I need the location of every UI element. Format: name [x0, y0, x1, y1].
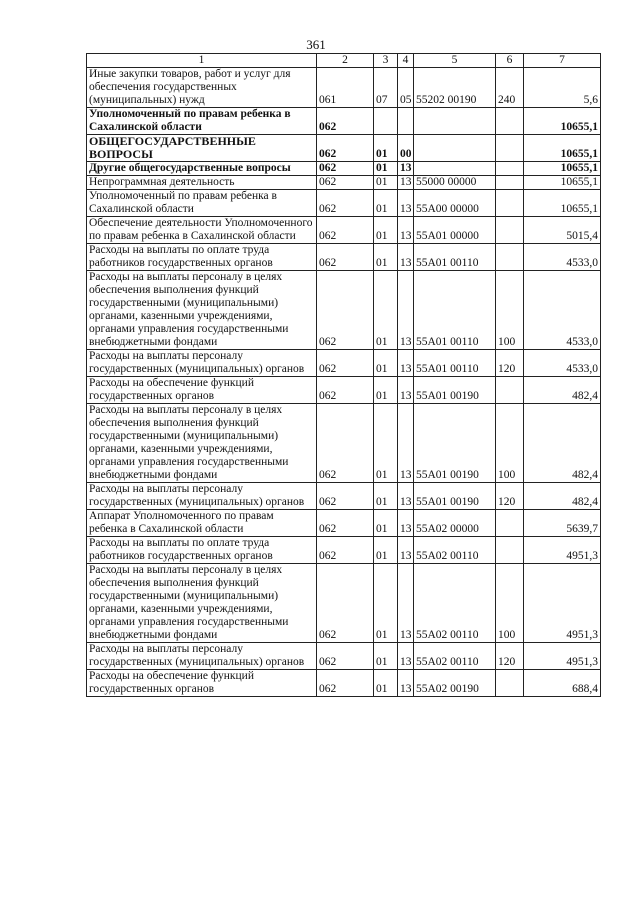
- amount-cell: 4533,0: [524, 271, 601, 350]
- admin-code-cell: 062: [317, 564, 374, 643]
- expense-name-cell: Уполномоченный по правам ребенка в Сахалинской области: [87, 190, 317, 217]
- article-code-cell: 55А01 00110: [414, 244, 496, 271]
- section-code-cell: 01: [374, 643, 398, 670]
- admin-code-cell: 062: [317, 190, 374, 217]
- article-code-cell: [414, 162, 496, 176]
- expense-type-cell: 240: [496, 68, 524, 108]
- table-row: [87, 643, 601, 670]
- table-row: [87, 135, 601, 162]
- admin-code-cell: 061: [317, 68, 374, 108]
- section-code-cell: 01: [374, 176, 398, 190]
- expense-name-cell: Расходы на выплаты персоналу государственных (муниципальных) органов: [87, 483, 317, 510]
- expense-type-cell: 100: [496, 271, 524, 350]
- section-code-cell: 01: [374, 350, 398, 377]
- section-code-cell: 01: [374, 510, 398, 537]
- amount-cell: 4951,3: [524, 537, 601, 564]
- subsection-code-cell: 13: [398, 350, 414, 377]
- section-code-cell: 01: [374, 537, 398, 564]
- article-code-cell: [414, 135, 496, 162]
- expense-type-cell: 120: [496, 643, 524, 670]
- subsection-code-cell: 05: [398, 68, 414, 108]
- article-code-cell: 55А01 00110: [414, 271, 496, 350]
- table-row: [87, 377, 601, 404]
- admin-code-cell: 062: [317, 510, 374, 537]
- amount-cell: 482,4: [524, 377, 601, 404]
- subsection-code-cell: 13: [398, 404, 414, 483]
- expense-name-cell: Аппарат Уполномоченного по правам ребенка в Сахалинской области: [87, 510, 317, 537]
- expense-name-cell: Расходы на выплаты персоналу в целях обеспечения выполнения функций государственными (муниципальными) органами, казенными учреждениями, органами управления государственными внебюджетными фондами: [87, 404, 317, 483]
- subsection-code-cell: 13: [398, 217, 414, 244]
- expense-type-cell: [496, 190, 524, 217]
- admin-code-cell: 062: [317, 271, 374, 350]
- article-code-cell: 55А02 00000: [414, 510, 496, 537]
- table-row: [87, 217, 601, 244]
- expense-name-cell: Расходы на обеспечение функций государственных органов: [87, 377, 317, 404]
- subsection-code-cell: 13: [398, 162, 414, 176]
- article-code-cell: [414, 108, 496, 135]
- expense-type-cell: 100: [496, 404, 524, 483]
- subsection-code-cell: 13: [398, 537, 414, 564]
- subsection-code-cell: 13: [398, 564, 414, 643]
- table-row: [87, 190, 601, 217]
- amount-cell: 10655,1: [524, 176, 601, 190]
- subsection-code-cell: 13: [398, 670, 414, 697]
- expense-name-cell: Расходы на выплаты персоналу государственных (муниципальных) органов: [87, 643, 317, 670]
- table-row: [87, 670, 601, 697]
- admin-code-cell: 062: [317, 537, 374, 564]
- expense-name-cell: Иные закупки товаров, работ и услуг для обеспечения государственных (муниципальных) нужд: [87, 68, 317, 108]
- expense-type-cell: [496, 108, 524, 135]
- expense-type-cell: [496, 162, 524, 176]
- expense-name-cell: Другие общегосударственные вопросы: [87, 162, 317, 176]
- section-code-cell: 01: [374, 162, 398, 176]
- article-code-cell: 55А02 00110: [414, 564, 496, 643]
- amount-cell: 5,6: [524, 68, 601, 108]
- table-row: [87, 510, 601, 537]
- expense-type-cell: [496, 377, 524, 404]
- article-code-cell: 55А01 00110: [414, 350, 496, 377]
- section-code-cell: 01: [374, 135, 398, 162]
- expense-name-cell: ОБЩЕГОСУДАРСТВЕННЫЕ ВОПРОСЫ: [87, 135, 317, 162]
- admin-code-cell: 062: [317, 377, 374, 404]
- section-code-cell: 01: [374, 404, 398, 483]
- expense-name-cell: Непрограммная деятельность: [87, 176, 317, 190]
- admin-code-cell: 062: [317, 350, 374, 377]
- article-code-cell: 55А02 00190: [414, 670, 496, 697]
- expense-type-cell: 120: [496, 483, 524, 510]
- section-code-cell: 01: [374, 217, 398, 244]
- table-row: [87, 404, 601, 483]
- article-code-cell: 55000 00000: [414, 176, 496, 190]
- amount-cell: 4951,3: [524, 643, 601, 670]
- header-row: [87, 54, 601, 68]
- admin-code-cell: 062: [317, 176, 374, 190]
- expense-name-cell: Уполномоченный по правам ребенка в Сахалинской области: [87, 108, 317, 135]
- header-cell: 4: [398, 54, 414, 68]
- section-code-cell: 01: [374, 670, 398, 697]
- table-row: [87, 271, 601, 350]
- expense-name-cell: Расходы на выплаты по оплате труда работников государственных органов: [87, 244, 317, 271]
- expense-name-cell: Расходы на выплаты персоналу в целях обеспечения выполнения функций государственными (муниципальными) органами, казенными учреждениями, органами управления государственными внебюджетными фондами: [87, 564, 317, 643]
- table-row: [87, 350, 601, 377]
- article-code-cell: 55А00 00000: [414, 190, 496, 217]
- article-code-cell: 55А02 00110: [414, 643, 496, 670]
- subsection-code-cell: 13: [398, 244, 414, 271]
- table-row: [87, 68, 601, 108]
- admin-code-cell: 062: [317, 162, 374, 176]
- amount-cell: 10655,1: [524, 162, 601, 176]
- subsection-code-cell: 00: [398, 135, 414, 162]
- admin-code-cell: 062: [317, 244, 374, 271]
- article-code-cell: 55А01 00190: [414, 483, 496, 510]
- subsection-code-cell: 13: [398, 510, 414, 537]
- section-code-cell: 01: [374, 377, 398, 404]
- amount-cell: 4951,3: [524, 564, 601, 643]
- header-cell: 6: [496, 54, 524, 68]
- expense-type-cell: [496, 244, 524, 271]
- section-code-cell: 01: [374, 244, 398, 271]
- amount-cell: 5015,4: [524, 217, 601, 244]
- section-code-cell: [374, 108, 398, 135]
- subsection-code-cell: 13: [398, 271, 414, 350]
- table-row: [87, 483, 601, 510]
- expense-type-cell: [496, 176, 524, 190]
- admin-code-cell: 062: [317, 217, 374, 244]
- expense-type-cell: 120: [496, 350, 524, 377]
- subsection-code-cell: 13: [398, 190, 414, 217]
- amount-cell: 482,4: [524, 483, 601, 510]
- amount-cell: 4533,0: [524, 244, 601, 271]
- admin-code-cell: 062: [317, 643, 374, 670]
- expense-name-cell: Обеспечение деятельности Уполномоченного по правам ребенка в Сахалинской области: [87, 217, 317, 244]
- subsection-code-cell: 13: [398, 377, 414, 404]
- article-code-cell: 55А01 00190: [414, 377, 496, 404]
- header-cell: 5: [414, 54, 496, 68]
- expense-name-cell: Расходы на выплаты персоналу в целях обеспечения выполнения функций государственными (муниципальными) органами, казенными учреждениями, органами управления государственными внебюджетными фондами: [87, 271, 317, 350]
- article-code-cell: 55А01 00190: [414, 404, 496, 483]
- header-cell: 7: [524, 54, 601, 68]
- table-row: [87, 537, 601, 564]
- header-cell: 1: [87, 54, 317, 68]
- expense-name-cell: Расходы на выплаты персоналу государственных (муниципальных) органов: [87, 350, 317, 377]
- article-code-cell: 55А02 00110: [414, 537, 496, 564]
- amount-cell: 5639,7: [524, 510, 601, 537]
- subsection-code-cell: 13: [398, 643, 414, 670]
- table-row: [87, 176, 601, 190]
- amount-cell: 10655,1: [524, 190, 601, 217]
- amount-cell: 10655,1: [524, 108, 601, 135]
- expense-type-cell: 100: [496, 564, 524, 643]
- subsection-code-cell: 13: [398, 483, 414, 510]
- section-code-cell: 07: [374, 68, 398, 108]
- table-row: [87, 108, 601, 135]
- section-code-cell: 01: [374, 271, 398, 350]
- subsection-code-cell: [398, 108, 414, 135]
- amount-cell: 10655,1: [524, 135, 601, 162]
- section-code-cell: 01: [374, 190, 398, 217]
- expense-name-cell: Расходы на выплаты по оплате труда работников государственных органов: [87, 537, 317, 564]
- admin-code-cell: 062: [317, 404, 374, 483]
- expense-type-cell: [496, 670, 524, 697]
- admin-code-cell: 062: [317, 670, 374, 697]
- budget-table: [86, 53, 601, 697]
- header-cell: 2: [317, 54, 374, 68]
- table-row: [87, 244, 601, 271]
- amount-cell: 688,4: [524, 670, 601, 697]
- header-cell: 3: [374, 54, 398, 68]
- expense-type-cell: [496, 537, 524, 564]
- expense-type-cell: [496, 510, 524, 537]
- page-number: 361: [306, 37, 326, 52]
- expense-type-cell: [496, 135, 524, 162]
- expense-name-cell: Расходы на обеспечение функций государственных органов: [87, 670, 317, 697]
- section-code-cell: 01: [374, 564, 398, 643]
- article-code-cell: 55202 00190: [414, 68, 496, 108]
- table-row: [87, 564, 601, 643]
- subsection-code-cell: 13: [398, 176, 414, 190]
- expense-type-cell: [496, 217, 524, 244]
- amount-cell: 4533,0: [524, 350, 601, 377]
- admin-code-cell: 062: [317, 135, 374, 162]
- section-code-cell: 01: [374, 483, 398, 510]
- admin-code-cell: 062: [317, 483, 374, 510]
- amount-cell: 482,4: [524, 404, 601, 483]
- article-code-cell: 55А01 00000: [414, 217, 496, 244]
- table-row: [87, 162, 601, 176]
- admin-code-cell: 062: [317, 108, 374, 135]
